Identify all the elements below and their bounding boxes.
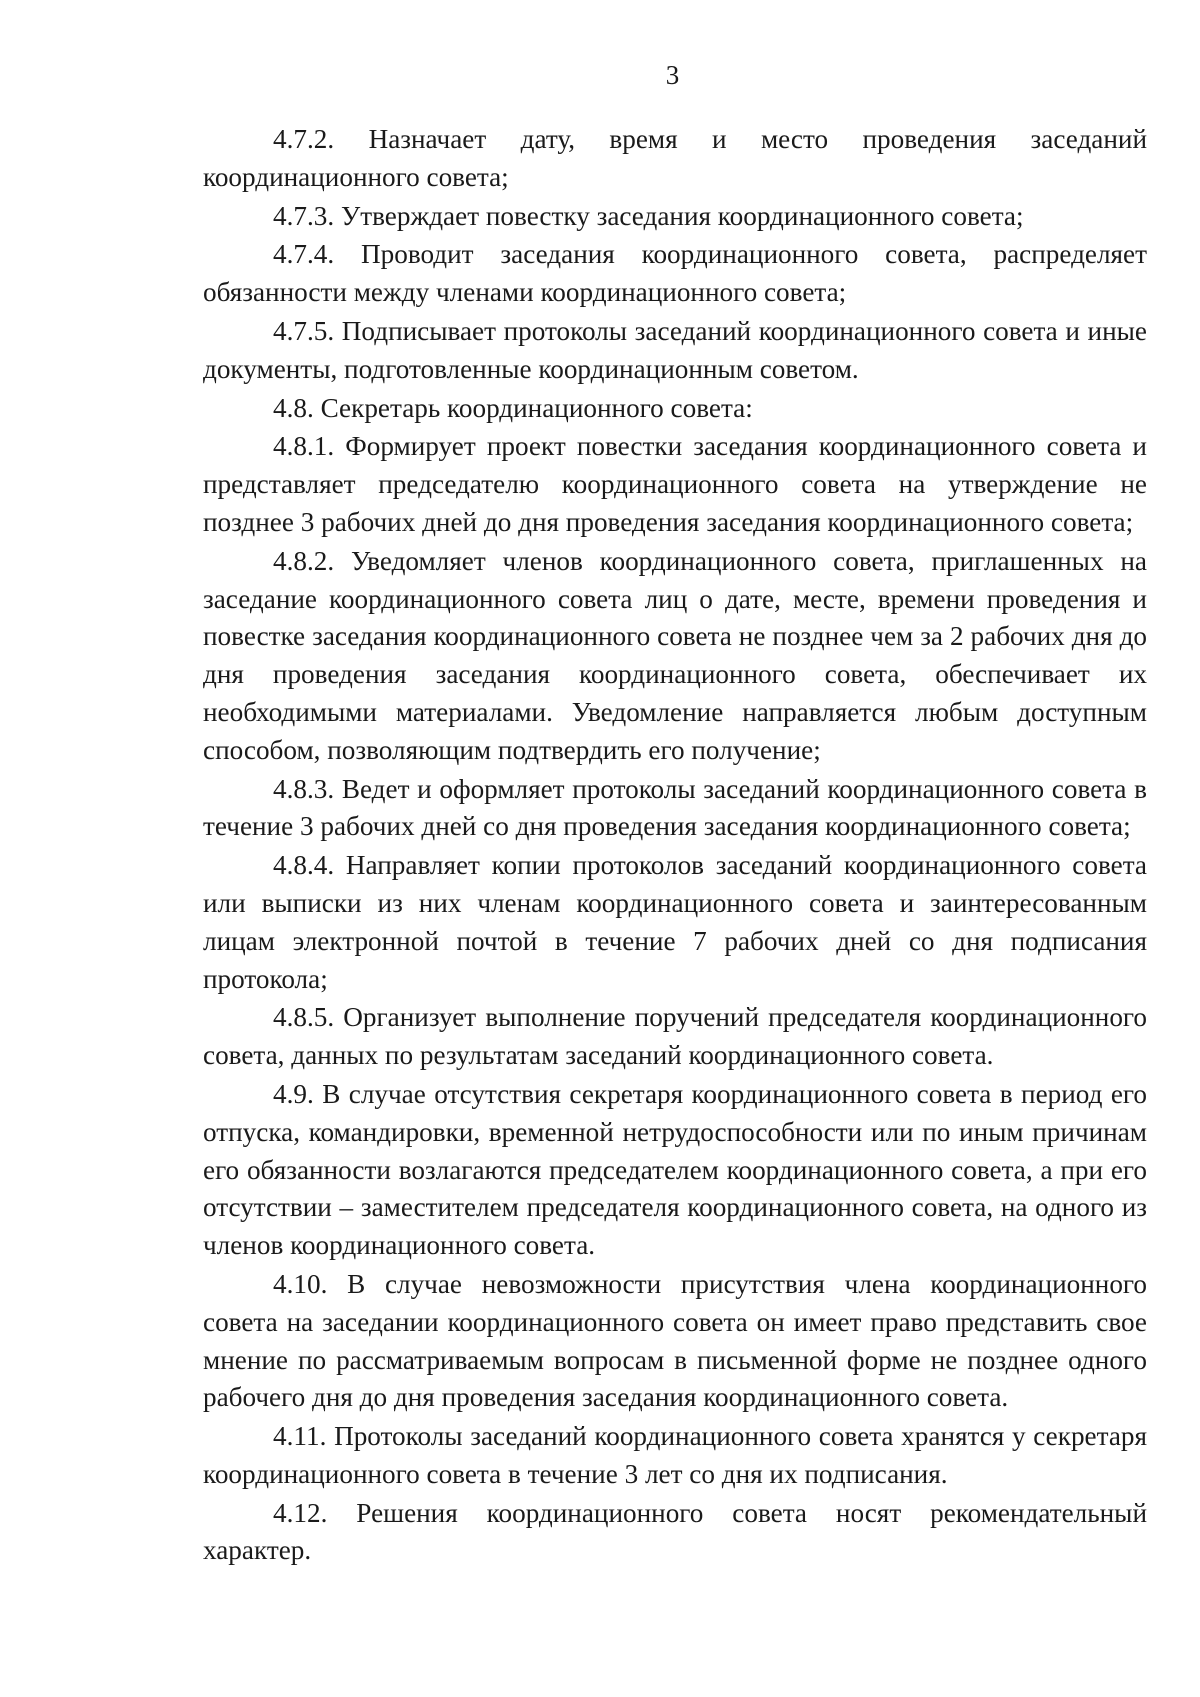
paragraph-4-7-5: 4.7.5. Подписывает протоколы заседаний координационного совета и иные документы, подготовленные координационным советом. bbox=[203, 315, 1147, 384]
paragraph-4-9: 4.9. В случае отсутствия секретаря координационного совета в период его отпуска, командировки, временной нетрудоспособности или по иным причинам его обязанности возлагаются председателем координационного совета, а при его отсутствии – заместителем председателя координационного совета, на одного из членов координационного совета. bbox=[203, 1078, 1147, 1261]
paragraph-4-7-2: 4.7.2. Назначает дату, время и место проведения заседаний координационного совета; bbox=[203, 124, 1147, 192]
paragraph-4-8-1: 4.8.1. Формирует проект повестки заседания координационного совета и представляет председателю координационного совета на утверждение не позднее 3 рабочих дней до дня проведения заседания координационного совета; bbox=[203, 431, 1147, 537]
paragraph-4-10: 4.10. В случае невозможности присутствия члена координационного совета на заседании координационного совета он имеет право представить свое мнение по рассматриваемым вопросам в письменной форме не позднее одного рабочего дня до дня проведения заседания координационного совета. bbox=[203, 1268, 1147, 1413]
paragraph-4-8-3: 4.8.3. Ведет и оформляет протоколы заседаний координационного совета в течение 3 рабочих дней со дня проведения заседания координационного совета; bbox=[203, 773, 1147, 842]
paragraph-4-8-2: 4.8.2. Уведомляет членов координационного совета, приглашенных на заседание координационного совета лиц о дате, месте, времени проведения и повестке заседания координационного совета не позднее чем за 2 рабочих дня до дня проведения заседания координационного совета, обеспечивает их необходимыми материалами. Уведомление направляется любым доступным способом, позволяющим подтвердить его получение; bbox=[203, 545, 1147, 765]
paragraph-4-8: 4.8. Секретарь координационного совета: bbox=[273, 392, 753, 423]
document-body bbox=[203, 121, 1147, 1571]
paragraph-4-7-4: 4.7.4. Проводит заседания координационного совета, распределяет обязанности между членами координационного совета; bbox=[203, 239, 1147, 308]
paragraph-4-11: 4.11. Протоколы заседаний координационного совета хранятся у секретаря координационного совета в течение 3 лет со дня их подписания. bbox=[203, 1421, 1147, 1489]
paragraph-4-12: 4.12. Решения координационного совета носят рекомендательный характер. bbox=[203, 1497, 1147, 1566]
paragraph-4-8-5: 4.8.5. Организует выполнение поручений председателя координационного совета, данных по результатам заседаний координационного совета. bbox=[203, 1002, 1147, 1071]
paragraph-4-8-4: 4.8.4. Направляет копии протоколов заседаний координационного совета или выписки из них членам координационного совета и заинтересованным лицам электронной почтой в течение 7 рабочих дней со дня подписания протокола; bbox=[203, 850, 1147, 994]
page-number: 3 bbox=[665, 60, 680, 90]
paragraph-4-7-3: 4.7.3. Утверждает повестку заседания координационного совета; bbox=[273, 200, 1024, 231]
